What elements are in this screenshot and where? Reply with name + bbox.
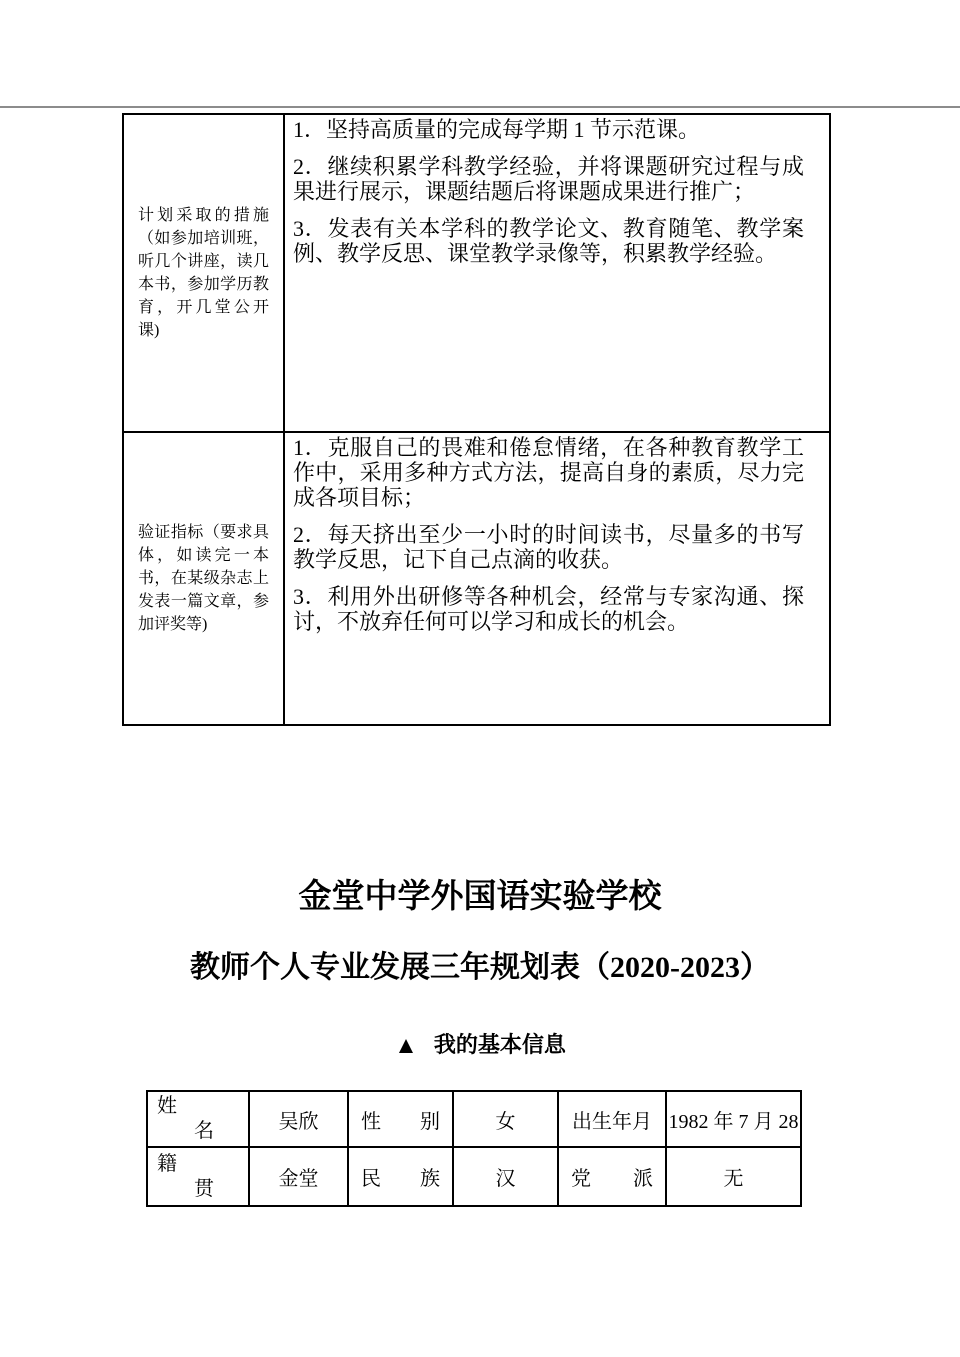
name-value: 吴欣 [250, 1092, 349, 1146]
gender-label [349, 1092, 454, 1146]
label-line: 发表一篇文章，参 [138, 593, 269, 610]
development-plan-table [122, 113, 831, 726]
verification-indicators-label [124, 433, 285, 724]
triangle-marker-icon: ▲ [394, 1033, 418, 1059]
section-heading [0, 1030, 960, 1061]
label-line: 计划采取的措施 [138, 207, 269, 224]
page-break-line [0, 106, 960, 108]
school-title: 金堂中学外国语实验学校 [298, 879, 662, 915]
name-label-char-1: 姓 [157, 1095, 177, 1117]
birthdate-value: 1982 年 7 月 28 [668, 1110, 799, 1133]
table-row-name [148, 1092, 800, 1148]
ethnicity-label [349, 1148, 454, 1205]
section-heading-text: 我的基本信息 [433, 1032, 566, 1057]
plan-item-2: 2．继续积累学科教学经验，并将课题研究过程与成果进行展示，课题结题后将课题成果进行推广； [293, 154, 804, 204]
birthdate-label: 出生年月 [559, 1092, 667, 1146]
native-place-value: 金堂 [250, 1148, 349, 1205]
label-line: 加评奖等) [138, 616, 208, 633]
label-line: 体，如读完一本 [138, 547, 269, 564]
name-label [148, 1092, 250, 1146]
party-label [559, 1148, 667, 1205]
gender-value: 女 [454, 1092, 559, 1146]
native-place-label-char-2: 贯 [194, 1177, 214, 1200]
table-row-origin [148, 1148, 800, 1205]
planned-measures-content [285, 115, 829, 431]
name-label-char-2: 名 [194, 1120, 214, 1142]
label-line: （如参加培训班， [138, 230, 269, 247]
plan-item-1: 1．坚持高质量的完成每学期 1 节示范课。 [293, 117, 701, 142]
native-place-label-char-1: 籍 [157, 1152, 177, 1175]
verification-indicators-content [285, 433, 829, 724]
label-line: 育，开几堂公开 [138, 299, 269, 316]
ethnicity-label-char-1: 民 [361, 1168, 381, 1190]
ethnicity-label-char-2: 族 [420, 1168, 440, 1190]
basic-info-table [146, 1090, 802, 1207]
planned-measures-label [124, 115, 285, 431]
indicator-item-1: 1．克服自己的畏难和倦怠情绪，在各种教育教学工作中，采用多种方式方法，提高自身的素质，尽力完成各项目标； [293, 435, 804, 510]
label-line: 课) [138, 322, 160, 339]
indicator-item-3: 3．利用外出研修等各种机会，经常与专家沟通、探讨，不放弃任何可以学习和成长的机会。 [293, 584, 804, 634]
label-line: 书，在某级杂志上 [138, 570, 269, 587]
table-row-indicators [124, 433, 829, 724]
native-place-label [148, 1148, 250, 1205]
label-line: 听几个讲座，读几 [138, 253, 269, 270]
gender-label-char-1: 性 [361, 1110, 381, 1133]
party-value: 无 [723, 1168, 744, 1190]
ethnicity-value: 汉 [454, 1148, 559, 1205]
label-line: 本书，参加学历教 [138, 276, 269, 293]
party-label-char-1: 党 [571, 1168, 591, 1190]
table-row-measures [124, 115, 829, 433]
label-line: 验证指标（要求具 [138, 524, 269, 541]
document-title: 教师个人专业发展三年规划表（2020-2023） [190, 951, 770, 984]
indicator-item-2: 2．每天挤出至少一小时的时间读书，尽量多的书写教学反思，记下自己点滴的收获。 [293, 522, 804, 572]
party-label-char-2: 派 [633, 1168, 653, 1190]
gender-label-char-2: 别 [420, 1110, 440, 1133]
plan-item-3: 3．发表有关本学科的教学论文、教育随笔、教学案例、教学反思、课堂教学录像等，积累教学经验。 [293, 216, 804, 266]
